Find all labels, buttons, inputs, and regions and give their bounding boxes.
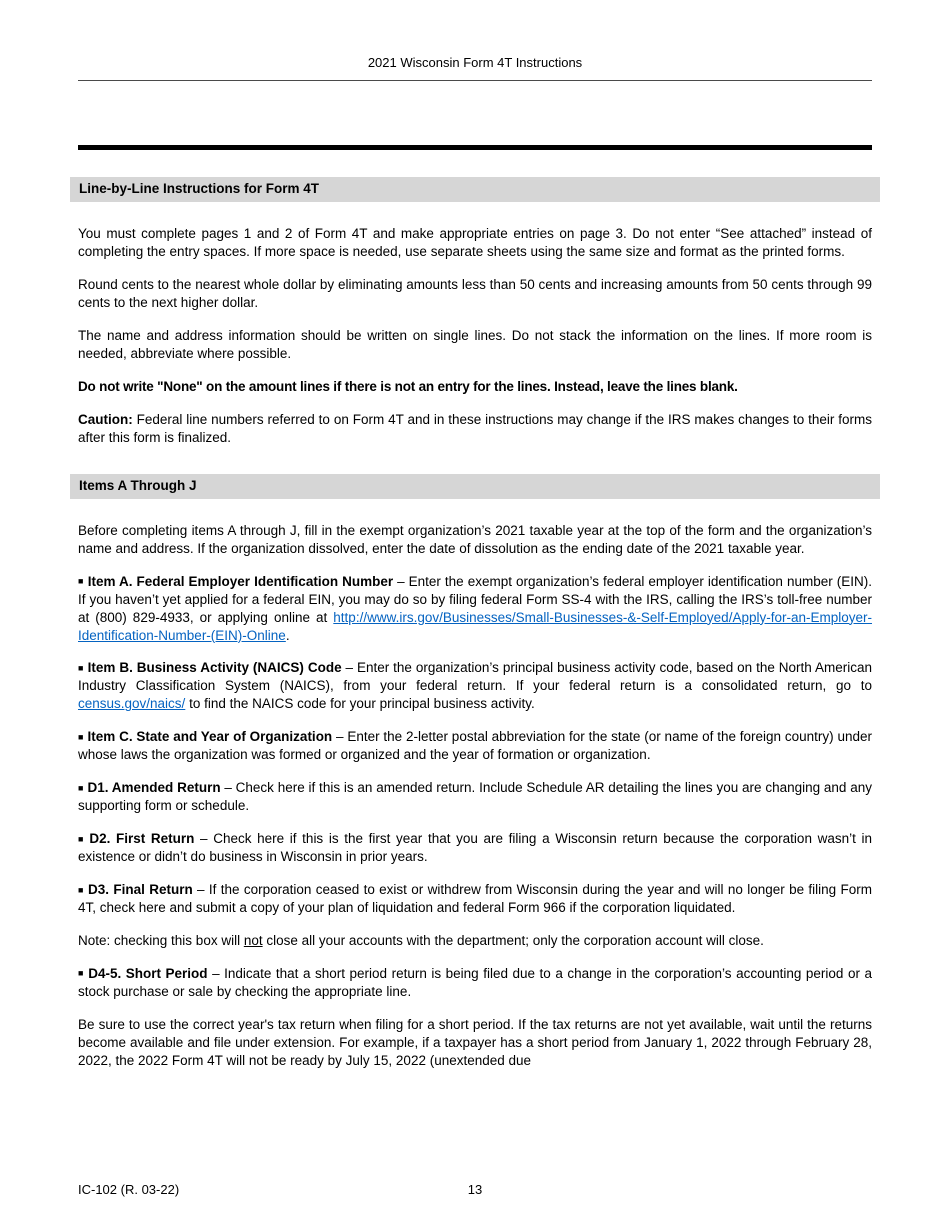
paragraph-before-items: Before completing items A through J, fill in the exempt organization’s 2021 taxable year at the top of the form and the organization’s name and address. If the organization dissolved, enter the date of dissolution as the ending date of the 2021 taxable year.: [78, 522, 872, 556]
irs-ein-application-link[interactable]: http://www.irs.gov/Businesses/Small-Businesses-&-Self-Employed/Apply-for-an-Employer-Identification-Number-(EIN)-Online: [78, 609, 872, 643]
item-d3-label: D3. Final Return: [88, 882, 193, 898]
item-d2-label: D2. First Return: [89, 831, 195, 847]
item-d45-text: – Indicate that a short period return is being filed due to a change in the corporation’s accounting period or a stock purchase or sale by checking the appropriate line.: [78, 965, 873, 999]
item-c-text: – Enter the 2-letter postal abbreviation for the state (or name of the foreign country) under whose laws the organization was formed or organized and the year of formation or organization.: [78, 729, 872, 763]
bullet-icon: ■: [78, 662, 84, 673]
census-naics-link[interactable]: census.gov/naics/: [78, 696, 186, 712]
item-c-paragraph: [78, 728, 872, 764]
item-c-label: Item C. State and Year of Organization: [87, 729, 333, 745]
caution-text: Federal line numbers referred to on Form 4T and in these instructions may change if the IRS makes changes to their forms after this form is finalized.: [78, 411, 872, 445]
item-b-paragraph: [78, 659, 872, 713]
paragraph-name-address: The name and address information should be written on single lines. Do not stack the information on the lines. If more room is needed, abbreviate where possible.: [78, 328, 872, 361]
item-a-label: Item A. Federal Employer Identification Number: [87, 573, 394, 589]
item-d1-paragraph: [78, 779, 872, 815]
bullet-icon: ■: [78, 576, 84, 587]
paragraph-short-period: Be sure to use the correct year's tax return when filing for a short period. If the tax returns are not yet available, wait until the returns become available and file under extension. For example, if a taxpayer has a short period from January 1, 2022 through February 28, 2022, the 2022 Form 4T will not be ready by July 15, 2022 (unextended due: [78, 1016, 872, 1068]
page-header-title: 2021 Wisconsin Form 4T Instructions: [367, 55, 583, 70]
item-d1-label: D1. Amended Return: [87, 780, 221, 796]
item-a-tail: .: [285, 627, 290, 643]
bullet-icon: ■: [78, 731, 84, 742]
bullet-icon: ■: [78, 833, 86, 844]
section-title: Items A Through J: [79, 477, 197, 493]
item-d1-text: – Check here if this is an amended return. Include Schedule AR detailing the lines you are changing and any supporting form or schedule.: [78, 780, 872, 814]
item-b-tail: to find the NAICS code for your principal business activity.: [185, 696, 535, 712]
caution-label: Caution:: [78, 411, 133, 427]
section-header-line-by-line: [70, 177, 880, 202]
section-title: Line-by-Line Instructions for Form 4T: [79, 181, 320, 197]
paragraph-none-warning: Do not write "None" on the amount lines if there is not an entry for the lines. Instead, leave the lines blank.: [78, 378, 738, 394]
page-footer: [78, 1181, 872, 1198]
item-d3-paragraph: [78, 881, 872, 917]
bullet-icon: ■: [78, 968, 85, 979]
page-header: [78, 0, 872, 81]
item-d2-text: – Check here if this is the first year that you are filing a Wisconsin return because the corporation wasn’t in existence or didn’t do business in Wisconsin in prior years.: [78, 831, 873, 865]
bullet-icon: ■: [78, 884, 85, 895]
item-b-text: – Enter the organization’s principal business activity code, based on the North American Industry Classification System (NAICS), from your federal return. If your federal return is a consolidated return, go to: [78, 660, 873, 694]
item-d45-paragraph: [78, 965, 872, 1001]
paragraph-note: [78, 932, 872, 950]
paragraph-complete-pages: You must complete pages 1 and 2 of Form 4T and make appropriate entries on page 3. Do not enter “See attached” instead of completing the entry spaces. If more space is needed, use separate sheets using the same size and format as the printed forms.: [78, 226, 872, 260]
note-underlined-word: not: [243, 932, 263, 948]
item-a-paragraph: [78, 573, 872, 645]
item-d3-text: – If the corporation ceased to exist or withdrew from Wisconsin during the year and will no longer be filing Form 4T, check here and submit a copy of your plan of liquidation and federal Form 966 if the corporation liquidated.: [78, 882, 873, 916]
bullet-icon: ■: [78, 782, 84, 793]
footer-form-code: IC-102 (R. 03-22): [78, 1181, 180, 1197]
item-d45-label: D4-5. Short Period: [88, 965, 208, 981]
section-divider-bar: [78, 145, 872, 150]
section-header-items-a-j: [70, 474, 880, 499]
item-d2-paragraph: [78, 830, 872, 866]
paragraph-caution: [78, 411, 872, 447]
paragraph-round-cents: Round cents to the nearest whole dollar by eliminating amounts less than 50 cents and increasing amounts from 50 cents through 99 cents to the next higher dollar.: [78, 277, 872, 311]
item-a-text: – Enter the exempt organization’s federal employer identification number (EIN). If you haven’t yet applied for a federal EIN, you may do so by filing federal Form SS-4 with the IRS, calling the IRS’s toll-free number at (800) 829-4933, or applying online at: [78, 573, 872, 625]
note-pre-text: Note: checking this box will: [78, 932, 244, 948]
item-b-label: Item B. Business Activity (NAICS) Code: [87, 660, 342, 676]
note-post-text: close all your accounts with the department; only the corporation account will close.: [262, 932, 764, 948]
footer-page-number: 13: [467, 1181, 483, 1197]
